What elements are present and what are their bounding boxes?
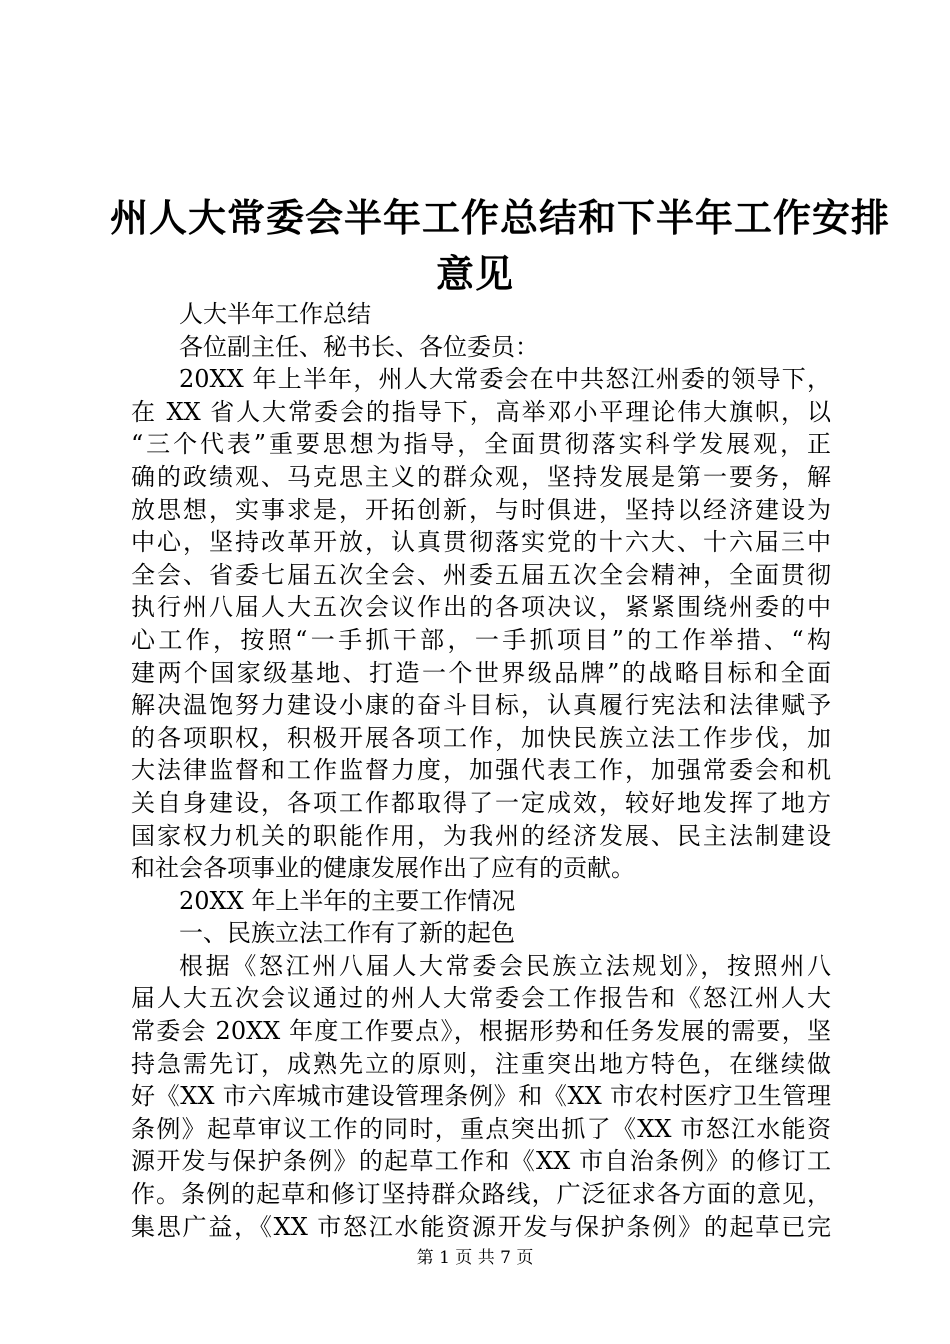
paragraph-line: 条例》起草审议工作的同时，重点突出抓了《XX 市怒江水能资 [131,1114,831,1143]
paragraph-line: 放思想，实事求是，开拓创新，与时俱进，坚持以经济建设为 [131,495,831,524]
paragraph-line: 建两个国家级基地、打造一个世界级品牌”的战略目标和全面 [131,658,831,687]
paragraph-line: “三个代表”重要思想为指导，全面贯彻落实科学发展观，正 [131,430,831,459]
paragraph-line: 全会、省委七届五次全会、州委五届五次全会精神，全面贯彻 [131,560,831,589]
paragraph-line: 关自身建设，各项工作都取得了一定成效，较好地发挥了地方 [131,788,831,817]
paragraph-line: 中心，坚持改革开放，认真贯彻落实党的十六大、十六届三中 [131,528,831,557]
paragraph-line: 执行州八届人大五次会议作出的各项决议，紧紧围绕州委的中 [131,593,831,622]
paragraph-line: 解决温饱努力建设小康的奋斗目标，认真履行宪法和法律赋予 [131,691,831,720]
paragraph-line: 确的政绩观、马克思主义的群众观，坚持发展是第一要务，解 [131,462,831,491]
paragraph-line: 集思广益，《XX 市怒江水能资源开发与保护条例》的起草已完 [131,1212,831,1241]
page-footer: 第 1 页 共 7 页 [416,1248,534,1268]
paragraph-line: 20XX 年上半年，州人大常委会在中共怒江州委的领导下， [179,365,831,394]
document-title-line-2: 意见 [435,251,514,296]
paragraph-line: 和社会各项事业的健康发展作出了应有的贡献。 [131,854,635,883]
section-heading-legislation: 一、民族立法工作有了新的起色 [179,919,515,948]
paragraph-line: 源开发与保护条例》的起草工作和《XX 市自治条例》的修订工 [131,1147,831,1176]
salutation: 各位副主任、秘书长、各位委员： [179,332,539,361]
paragraph-line: 作。条例的起草和修订坚持群众路线，广泛征求各方面的意见， [131,1180,831,1209]
paragraph-line: 心工作，按照“一手抓干部，一手抓项目”的工作举措、“构 [131,625,831,654]
paragraph-line: 的各项职权，积极开展各项工作，加快民族立法工作步伐，加 [131,723,831,752]
document-body [131,298,831,1243]
paragraph-line: 好《XX 市六库城市建设管理条例》和《XX 市农村医疗卫生管理 [131,1082,831,1111]
document-title-line-1: 州人大常委会半年工作总结和下半年工作安排 [110,195,891,240]
paragraph-line: 持急需先订，成熟先立的原则，注重突出地方特色，在继续做 [131,1049,831,1078]
paragraph-line: 在 XX 省人大常委会的指导下，高举邓小平理论伟大旗帜，以 [131,397,831,426]
paragraph-line: 常委会 20XX 年度工作要点》，根据形势和任务发展的需要，坚 [131,1017,831,1046]
section-heading-main-work: 20XX 年上半年的主要工作情况 [179,886,516,915]
paragraph-line: 大法律监督和工作监督力度，加强代表工作，加强常委会和机 [131,756,831,785]
paragraph-line: 届人大五次会议通过的州人大常委会工作报告和《怒江州人大 [131,984,831,1013]
paragraph-line: 国家权力机关的职能作用，为我州的经济发展、民主法制建设 [131,821,831,850]
paragraph-line: 根据《怒江州八届人大常委会民族立法规划》，按照州八 [179,951,831,980]
section-heading-summary: 人大半年工作总结 [179,300,371,328]
